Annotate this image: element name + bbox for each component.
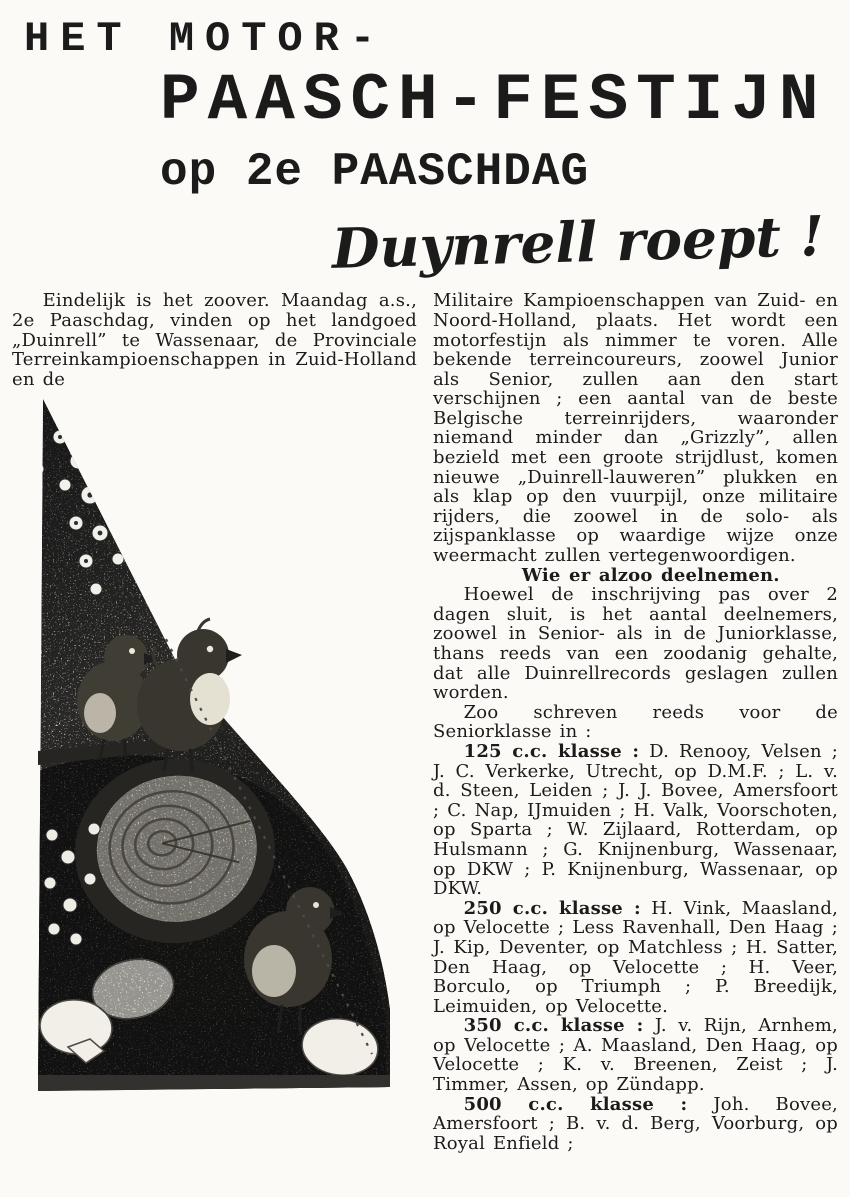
- class-label-500: 500 c.c. klasse :: [463, 1093, 688, 1115]
- class-entry-350: [433, 1016, 838, 1094]
- paragraph-continued: Militaire Kampioenschappen van Zuid- en Noord-Holland, plaats. Het wordt een motorfestijn als nimmer te voren. Alle bekende terreincoureurs, zoowel Junior als Senior, zullen aan den start verschijnen ; een aantal van de beste Belgische terreinrijders, waaronder niemand minder dan „Grizzly”, allen bezield met een groote strijdlust, komen nieuwe „Duinrell-lauweren” plukken en als klap op den vuurpijl, onze militaire rijders, die zoowel in de solo- als zijspanklasse op waardige wijze onze weermacht zullen vertegenwoordigen.: [433, 290, 838, 567]
- headline-line1: HET MOTOR-: [24, 15, 387, 63]
- article-columns: [12, 291, 838, 1153]
- class-label-125: 125 c.c. klasse :: [463, 740, 640, 762]
- class-label-350: 350 c.c. klasse :: [463, 1015, 644, 1037]
- paragraph-seniorklasse: Zoo schreven reeds voor de Seniorklasse in :: [433, 701, 838, 743]
- class-text-500: Joh. Bovee, Amersfoort ; B. v. d. Berg, Voorburg, op Royal Enfield ;: [433, 1093, 838, 1154]
- right-column: [433, 291, 838, 1153]
- class-text-125: D. Renooy, Velsen ; J. C. Verkerke, Utrecht, op D.M.F. ; L. v. d. Steen, Leiden ; J. J. Bovee, Amersfoort ; C. Nap, IJmuiden ; H. Valk, Voorschoten, op Sparta ; W. Zijlaard, Rotterdam, op Hulsmann ; G. Knijnenburg, Wassenaar, op DKW ; P. Knijnenburg, Wassenaar, op DKW.: [433, 740, 838, 900]
- class-text-250: H. Vink, Maasland, op Velocette ; Less Ravenhall, Den Haag ; J. Kip, Deventer, op Matchless ; H. Satter, Den Haag, op Velocette ; H. Veer, Borculo, op Triumph ; P. Breedijk, Leimuiden, op Velocette.: [433, 897, 838, 1017]
- class-entry-125: [433, 742, 838, 899]
- headline-line3: op 2e PAASCHDAG: [160, 146, 590, 199]
- paragraph-inschrijving: Hoewel de inschrijving pas over 2 dagen sluit, is het aantal deelnemers, zoowel in Senior- als in de Juniorklasse, thans reeds van een zoodanig gehalte, dat alle Duinrellrecords geslagen zullen worden.: [433, 584, 838, 704]
- class-entry-250: [433, 899, 838, 1017]
- left-column: [12, 291, 417, 1153]
- headline-line2: PAASCH-FESTIJN: [160, 63, 827, 139]
- easter-chicks-illustration: [38, 399, 398, 1094]
- class-text-350: J. v. Rijn, Arnhem, op Velocette ; A. Maasland, Den Haag, op Velocette ; K. v. Breenen, Zeist ; J. Timmer, Assen, op Zündapp.: [433, 1015, 838, 1096]
- subheading-deelnemers: Wie er alzoo deelnemen.: [521, 564, 780, 586]
- class-label-250: 250 c.c. klasse :: [463, 897, 641, 919]
- newspaper-page: [0, 16, 850, 1197]
- headline-slogan: Duynrell roept !: [330, 203, 825, 281]
- class-entry-500: [433, 1095, 838, 1154]
- left-paragraph: Eindelijk is het zoover. Maandag a.s., 2e Paaschdag, vinden op het landgoed „Duinrell” te Wassenaar, de Provinciale Terreinkampioenschappen in Zuid-Holland en de: [12, 290, 417, 390]
